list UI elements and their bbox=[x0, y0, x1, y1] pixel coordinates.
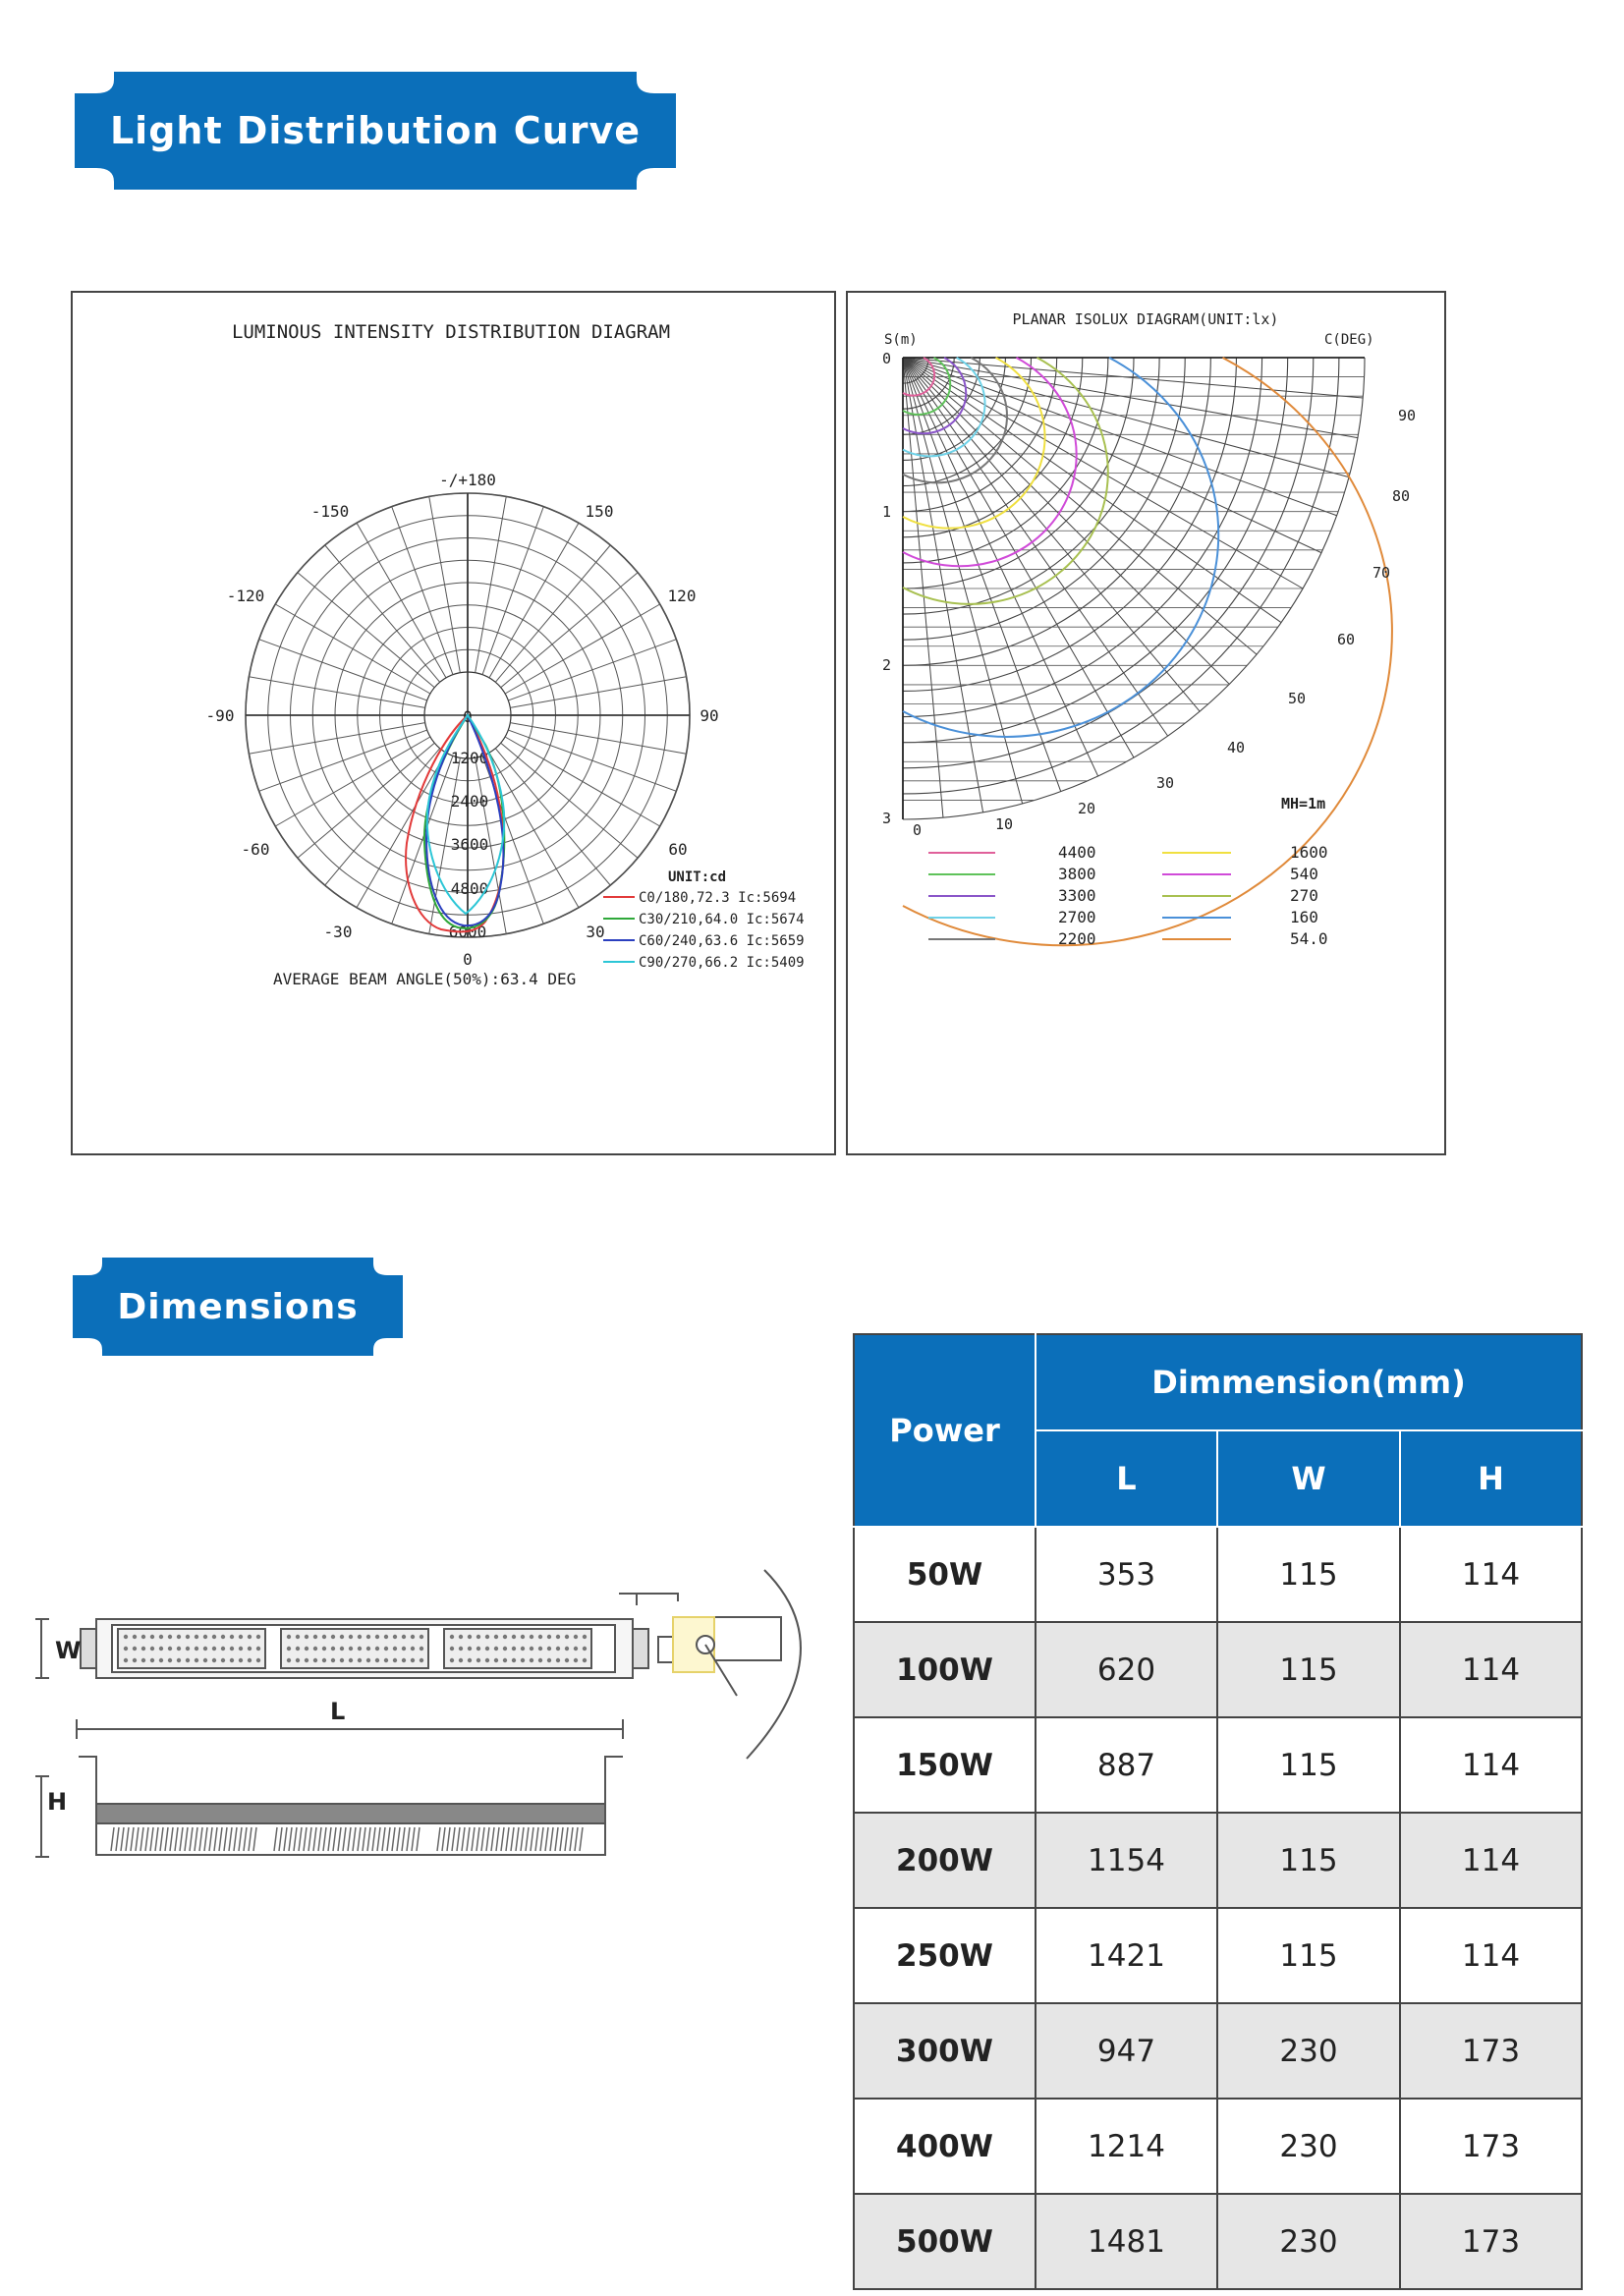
degree-tick-label: 50 bbox=[1288, 690, 1307, 707]
isolux-title: PLANAR ISOLUX DIAGRAM(UNIT:lx) bbox=[1012, 310, 1279, 328]
legend-value: 54.0 bbox=[1290, 929, 1328, 948]
isolux-diagram-panel bbox=[846, 291, 1446, 1155]
degree-tick-label: 20 bbox=[1078, 800, 1096, 817]
w-cell: 230 bbox=[1217, 2099, 1400, 2194]
l-cell: 1214 bbox=[1036, 2099, 1217, 2194]
s-axis-label: S(m) bbox=[884, 332, 918, 348]
table-row bbox=[854, 2194, 1582, 2289]
degree-tick-label: 0 bbox=[913, 821, 923, 839]
radial-label: 4800 bbox=[450, 879, 489, 898]
polar-legend bbox=[603, 890, 805, 971]
angle-label: 30 bbox=[586, 923, 605, 941]
isolux-legend bbox=[928, 843, 1328, 948]
s-tick-label: 2 bbox=[881, 656, 891, 674]
radial-label: 2400 bbox=[450, 792, 489, 811]
table-row bbox=[854, 2003, 1582, 2099]
top-view bbox=[81, 1570, 801, 1759]
legend-value: 1600 bbox=[1290, 843, 1328, 862]
radial-label: 6000 bbox=[448, 923, 487, 941]
power-cell: 400W bbox=[854, 2099, 1036, 2194]
light-distribution-title: Light Distribution Curve bbox=[109, 109, 642, 152]
angle-label: -90 bbox=[205, 706, 235, 725]
col-l-header: L bbox=[1036, 1430, 1217, 1527]
angle-label: -/+180 bbox=[439, 471, 496, 489]
l-cell: 1421 bbox=[1036, 1908, 1217, 2003]
side-view bbox=[79, 1757, 623, 1855]
table-row bbox=[854, 1813, 1582, 1908]
polar-diagram bbox=[73, 293, 834, 1153]
h-cell: 114 bbox=[1400, 1527, 1582, 1622]
power-cell: 200W bbox=[854, 1813, 1036, 1908]
l-cell: 947 bbox=[1036, 2003, 1217, 2099]
luminaire-drawing bbox=[29, 1562, 825, 1886]
l-dimension bbox=[77, 1719, 623, 1739]
light-distribution-banner bbox=[75, 72, 676, 190]
l-cell: 1154 bbox=[1036, 1813, 1217, 1908]
isolux-diagram bbox=[848, 293, 1444, 1153]
dimension-drawing bbox=[29, 1562, 825, 1890]
power-cell: 150W bbox=[854, 1717, 1036, 1813]
power-cell: 100W bbox=[854, 1622, 1036, 1717]
power-header: Power bbox=[854, 1334, 1036, 1527]
legend-value: 540 bbox=[1290, 865, 1318, 883]
l-label: L bbox=[330, 1698, 346, 1725]
w-cell: 115 bbox=[1217, 1717, 1400, 1813]
degree-tick-label: 40 bbox=[1227, 739, 1246, 756]
degree-tick-label: 70 bbox=[1372, 564, 1391, 582]
col-w-header: W bbox=[1217, 1430, 1400, 1527]
legend-value: 270 bbox=[1290, 886, 1318, 905]
c-axis-label: C(DEG) bbox=[1324, 332, 1374, 348]
angle-label: 150 bbox=[585, 502, 614, 521]
w-cell: 115 bbox=[1217, 1527, 1400, 1622]
degree-tick-label: 30 bbox=[1156, 774, 1175, 792]
legend-value: 2700 bbox=[1058, 908, 1096, 926]
degree-tick-label: 10 bbox=[995, 815, 1014, 833]
h-cell: 114 bbox=[1400, 1908, 1582, 2003]
dimension-header: Dimmension(mm) bbox=[1036, 1334, 1582, 1430]
angle-label: -30 bbox=[323, 923, 353, 941]
w-cell: 115 bbox=[1217, 1813, 1400, 1908]
legend-value: 3300 bbox=[1058, 886, 1096, 905]
l-cell: 1481 bbox=[1036, 2194, 1217, 2289]
legend-value: 4400 bbox=[1058, 843, 1096, 862]
h-cell: 114 bbox=[1400, 1622, 1582, 1717]
beam-angle-text: AVERAGE BEAM ANGLE(50%):63.4 DEG bbox=[273, 970, 577, 988]
power-cell: 300W bbox=[854, 2003, 1036, 2099]
s-tick-label: 3 bbox=[881, 810, 891, 827]
degree-tick-label: 60 bbox=[1337, 631, 1356, 648]
table-row bbox=[854, 1527, 1582, 1622]
table-row bbox=[854, 1622, 1582, 1717]
legend-value: 160 bbox=[1290, 908, 1318, 926]
angle-label: -150 bbox=[310, 502, 350, 521]
power-cell: 500W bbox=[854, 2194, 1036, 2289]
s-tick-label: 0 bbox=[881, 350, 891, 367]
l-cell: 887 bbox=[1036, 1717, 1217, 1813]
angle-label: 0 bbox=[463, 950, 473, 969]
dimensions-title: Dimensions bbox=[117, 1286, 359, 1327]
legend-entry: C60/240,63.6 Ic:5659 bbox=[639, 933, 805, 949]
h-cell: 173 bbox=[1400, 2003, 1582, 2099]
dimensions-body bbox=[854, 1527, 1582, 2289]
degree-tick-label: 80 bbox=[1392, 487, 1411, 505]
table-row bbox=[854, 1908, 1582, 2003]
unit-label: UNIT:cd bbox=[668, 869, 727, 885]
col-h-header: H bbox=[1400, 1430, 1582, 1527]
l-cell: 353 bbox=[1036, 1527, 1217, 1622]
legend-entry: C30/210,64.0 Ic:5674 bbox=[639, 912, 805, 927]
mounting-height-label: MH=1m bbox=[1281, 795, 1326, 812]
radial-label: 1200 bbox=[450, 749, 489, 767]
table-row bbox=[854, 1717, 1582, 1813]
angle-label: 120 bbox=[667, 587, 697, 605]
angle-label: 90 bbox=[700, 706, 719, 725]
legend-entry: C90/270,66.2 Ic:5409 bbox=[639, 955, 805, 971]
w-dimension bbox=[35, 1619, 49, 1678]
legend-value: 2200 bbox=[1058, 929, 1096, 948]
isolux-grid bbox=[903, 358, 1365, 819]
polar-diagram-panel bbox=[71, 291, 836, 1155]
w-cell: 115 bbox=[1217, 1622, 1400, 1717]
w-label: W bbox=[55, 1637, 82, 1664]
angle-label: -120 bbox=[226, 587, 265, 605]
dimensions-table bbox=[853, 1333, 1583, 2290]
h-cell: 114 bbox=[1400, 1813, 1582, 1908]
w-cell: 230 bbox=[1217, 2194, 1400, 2289]
radial-label: 0 bbox=[463, 707, 473, 726]
h-label: H bbox=[47, 1788, 68, 1816]
radial-label: 3600 bbox=[450, 835, 489, 854]
polar-title: LUMINOUS INTENSITY DISTRIBUTION DIAGRAM bbox=[231, 321, 671, 343]
l-cell: 620 bbox=[1036, 1622, 1217, 1717]
w-cell: 115 bbox=[1217, 1908, 1400, 2003]
legend-entry: C0/180,72.3 Ic:5694 bbox=[639, 890, 797, 906]
s-tick-label: 1 bbox=[881, 503, 891, 521]
power-cell: 50W bbox=[854, 1527, 1036, 1622]
h-cell: 114 bbox=[1400, 1717, 1582, 1813]
w-cell: 230 bbox=[1217, 2003, 1400, 2099]
degree-tick-label: 90 bbox=[1398, 407, 1417, 424]
power-cell: 250W bbox=[854, 1908, 1036, 2003]
table-row bbox=[854, 2099, 1582, 2194]
angle-label: -60 bbox=[241, 840, 270, 859]
angle-label: 60 bbox=[668, 840, 688, 859]
dimensions-banner bbox=[73, 1258, 403, 1356]
h-cell: 173 bbox=[1400, 2099, 1582, 2194]
h-cell: 173 bbox=[1400, 2194, 1582, 2289]
legend-value: 3800 bbox=[1058, 865, 1096, 883]
